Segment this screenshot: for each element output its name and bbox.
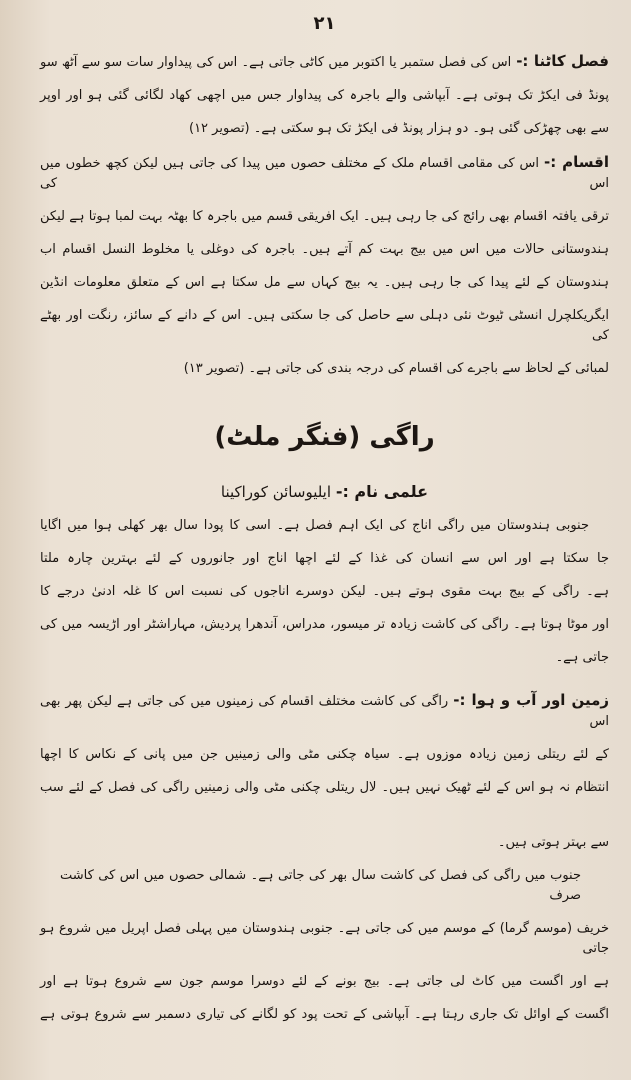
line-text: اس کی مقامی اقسام ملک کے مختلف حصوں میں پیدا کی جاتی ہیں لیکن کچھ خطوں میں اس کی: [40, 156, 609, 191]
line-text: راگی کی کاشت مختلف اقسام کی زمینوں میں کی جاتی ہے لیکن پھر بھی اس: [40, 694, 609, 729]
text-line: اور موٹا ہوتا ہے۔ راگی کی کاشت زیادہ تر میسور، مدراس، آندھرا پردیش، مہاراشٹر اور اڑیسہ میں کی: [40, 617, 609, 632]
text-line: جنوب میں راگی کی فصل کی کاشت سال بھر کی جاتی ہے۔ شمالی حصوں میں اس کی کاشت صرف: [60, 868, 581, 903]
soil-heading: زمین اور آب و ہوا :-: [453, 691, 609, 709]
text-line: [40, 51, 609, 73]
text-line: سے بھی چھڑکی گئی ہو۔ دو ہزار پونڈ فی ایکڑ تک ہو سکتی ہے۔ (تصویر ۱۲): [188, 121, 609, 136]
scientific-name-label: علمی نام :-: [335, 482, 429, 501]
text-line: ہندوستانی حالات میں اس میں بیج بہت کم آتے ہیں۔ باجرہ کی دوغلی یا مخلوط النسل اقسام اب: [40, 242, 609, 257]
text-line: ہندوستان کے لئے پیدا کی جا رہی ہیں۔ یہ بیج کہاں سے مل سکتا ہے اس کے متعلق معلومات انڈین: [40, 275, 609, 290]
scientific-name-value: ایلیوسائن کوراکینا: [220, 483, 332, 501]
page-number: ٢١: [313, 13, 336, 34]
text-line: کے لئے ریتلی زمین زیادہ موزوں ہے۔ سیاہ چکنی مٹی والی زمینیں جن میں پانی کے نکاس کا اچھا: [40, 747, 609, 762]
text-line: ایگریکلچرل انسٹی ٹیوٹ نئی دہلی سے حاصل کی جا سکتی ہیں۔ اس کے دانے کے سائز، رنگت اور بھٹے کی: [40, 308, 609, 343]
text-line: اگست کے اوائل تک جاری رہتا ہے۔ آبپاشی کے تحت پود کو لگانے کی تیاری دسمبر سے شروع ہوتی ہے: [40, 1007, 609, 1022]
text-line: ترقی یافتہ اقسام بھی رائج کی جا رہی ہیں۔ ایک افریقی قسم میں باجرہ کا بھٹہ بہت لمبا ہوتا ہے لیکن: [40, 209, 609, 224]
varieties-heading: اقسام :-: [544, 153, 609, 171]
page-text-column: [40, 0, 609, 1025]
line-text: اس کی فصل ستمبر یا اکتوبر میں کاٹی جاتی ہے۔ اس کی پیداوار سات سو سے آٹھ سو: [40, 55, 512, 70]
scientific-name: [40, 481, 609, 503]
text-line: جا سکتا ہے اور اس سے انسان کی غذا کے لئے اچھا اناج اور جانوروں کے لئے بہترین چارہ ملتا: [40, 551, 609, 566]
text-line: سے بہتر ہوتی ہیں۔: [497, 835, 609, 850]
text-line: جنوبی ہندوستان میں راگی اناج کی ایک اہم فصل ہے۔ اسی کا پودا سال بھر کھلی ہوا میں اگایا: [40, 518, 589, 533]
text-line: ہے۔ راگی کے بیج بہت مقوی ہوتے ہیں۔ لیکن دوسرے اناجوں کی نسبت اس کا غلہ ادنیٰ درجے کا: [40, 584, 609, 599]
section-title: راگی (فنگر ملٹ): [214, 422, 435, 452]
text-line: [40, 690, 609, 732]
text-line: ہے اور اگست میں کاٹ لی جاتی ہے۔ بیج بونے کے لئے دوسرا موسم جون سے شروع ہوتا ہے اور: [40, 974, 609, 989]
harvest-heading: فصل کاٹنا :-: [516, 52, 609, 70]
text-line: خریف (موسم گرما) کے موسم میں کی جاتی ہے۔ جنوبی ہندوستان میں پہلی فصل اپریل میں شروع ہو جاتی: [40, 921, 609, 956]
text-line: انتظام نہ ہو اس کے لئے ٹھیک نہیں ہیں۔ لال ریتلی چکنی مٹی والی زمینیں راگی کی فصل کے لئے سب: [40, 780, 609, 795]
text-line: پونڈ فی ایکڑ تک ہوتی ہے۔ آبپاشی والے باجرہ کی پیداوار جس میں اچھی کھاد لگائی گئی ہو اور اوپر: [40, 88, 609, 103]
text-line: لمبائی کے لحاظ سے باجرے کی اقسام کی درجہ بندی کی جاتی ہے۔ (تصویر ۱۳): [183, 361, 609, 376]
text-line: [40, 152, 609, 194]
text-line: جاتی ہے۔: [555, 650, 609, 665]
